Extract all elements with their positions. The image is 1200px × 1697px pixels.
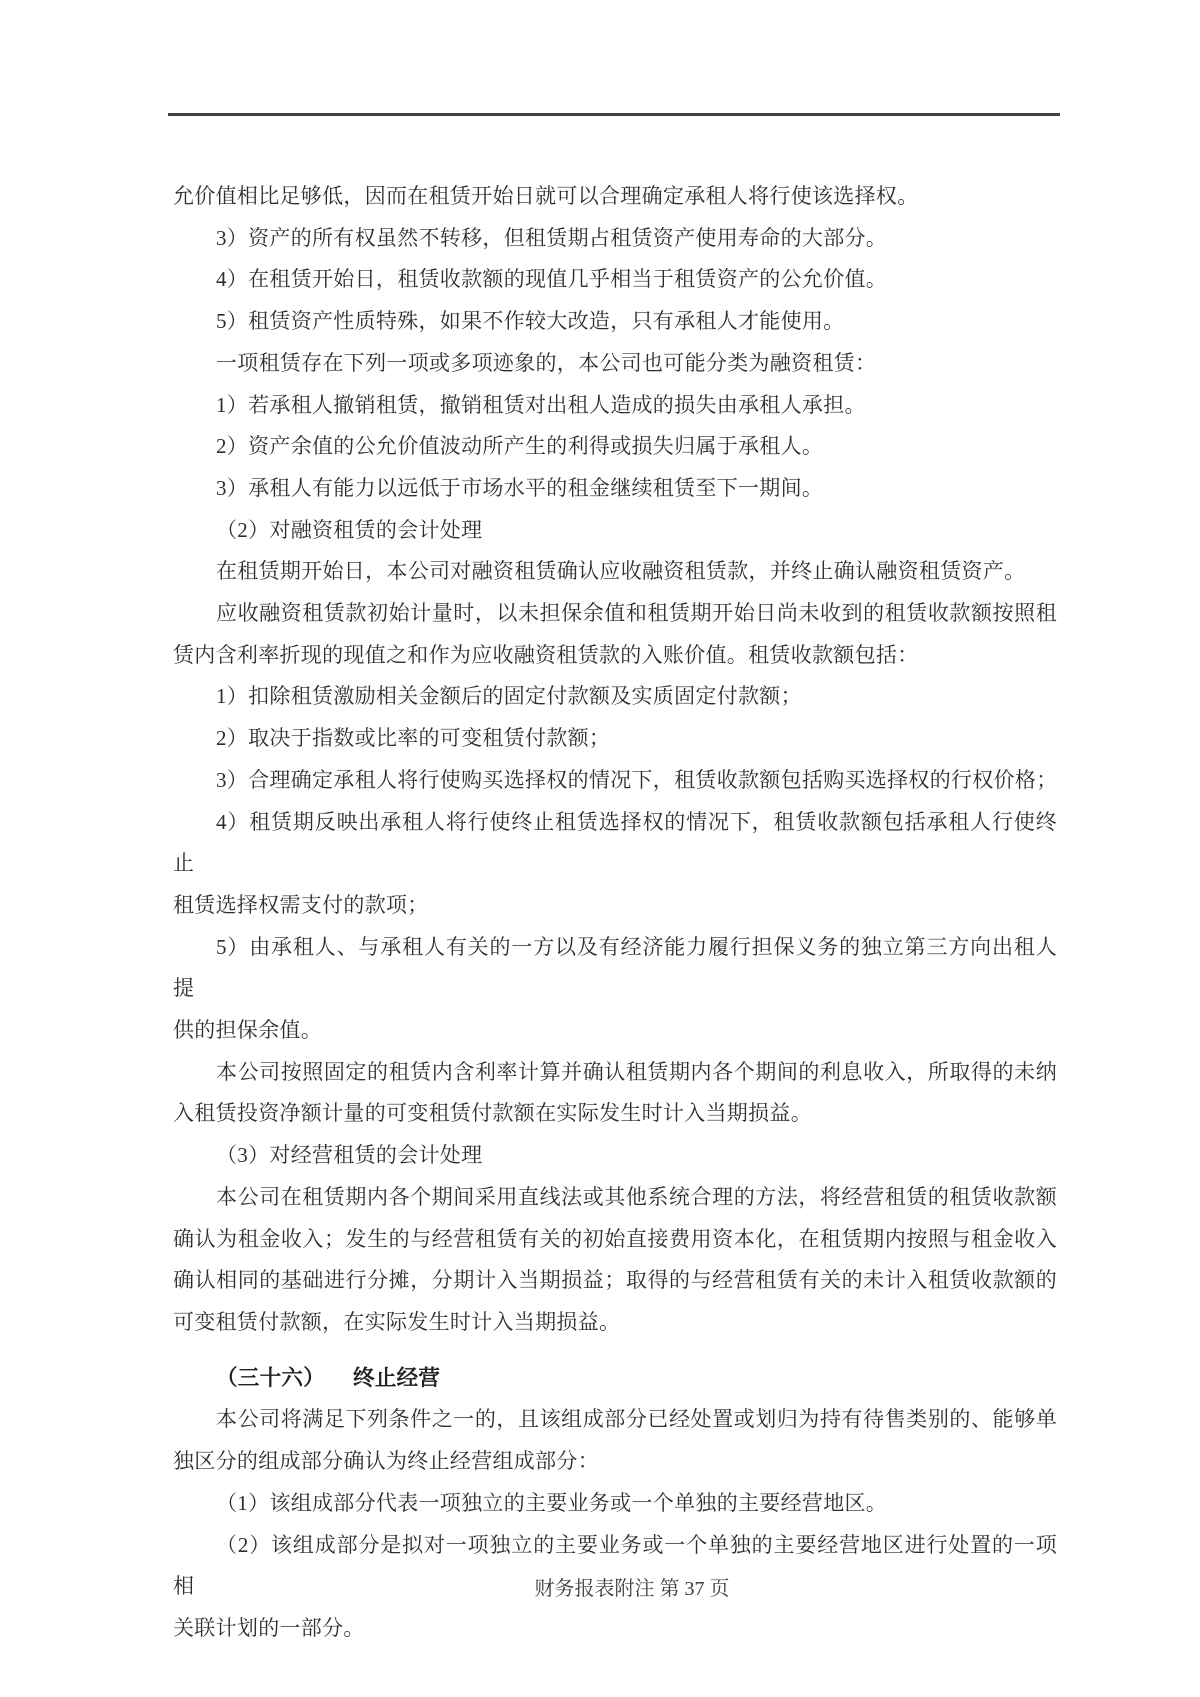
text-line: （2）该组成部分是拟对一项独立的主要业务或一个单独的主要经营地区进行处置的一项相 (173, 1532, 1057, 1599)
section-number: （三十六） (216, 1365, 326, 1390)
header-rule (168, 113, 1060, 116)
text-line: 本公司按照固定的租赁内含利率计算并确认租赁期内各个期间的利息收入，所取得的未纳 (216, 1059, 1057, 1084)
footer-text: 财务报表附注 第 37 页 (534, 1578, 730, 1600)
text-line: 确认相同的基础进行分摊，分期计入当期损益；取得的与经营租赁有关的未计入租赁收款额的 (173, 1268, 1057, 1293)
text-line: 3）承租人有能力以远低于市场水平的租金继续租赁至下一期间。 (216, 475, 824, 500)
text-line: （1）该组成部分代表一项独立的主要业务或一个单独的主要经营地区。 (216, 1490, 888, 1515)
text-line: 2）取决于指数或比率的可变租赁付款额； (216, 726, 611, 751)
text-line: 5）由承租人、与承租人有关的一方以及有经济能力履行担保义务的独立第三方向出租人提 (173, 934, 1057, 1001)
text-line: 租赁选择权需支付的款项； (173, 892, 429, 917)
page-content (173, 176, 1057, 1650)
section-title: 终止经营 (353, 1365, 441, 1390)
text-line: 入租赁投资净额计量的可变租赁付款额在实际发生时计入当期损益。 (173, 1101, 812, 1126)
text-line: 3）资产的所有权虽然不转移，但租赁期占租赁资产使用寿命的大部分。 (216, 225, 888, 250)
text-line: 一项租赁存在下列一项或多项迹象的，本公司也可能分类为融资租赁： (216, 350, 877, 375)
text-line: 5）租赁资产性质特殊，如果不作较大改造，只有承租人才能使用。 (216, 309, 845, 334)
page-footer (535, 1572, 730, 1601)
text-line: 应收融资租赁款初始计量时，以未担保余值和租赁期开始日尚未收到的租赁收款额按照租 (216, 601, 1057, 626)
text-line: 在租赁期开始日，本公司对融资租赁确认应收融资租赁款，并终止确认融资租赁资产。 (216, 559, 1026, 584)
text-line: 2）资产余值的公允价值波动所产生的利得或损失归属于承租人。 (216, 434, 824, 459)
text-line: 可变租赁付款额，在实际发生时计入当期损益。 (173, 1309, 621, 1334)
text-line: 本公司在租赁期内各个期间采用直线法或其他系统合理的方法，将经营租赁的租赁收款额 (216, 1184, 1057, 1209)
text-line: 赁内含利率折现的现值之和作为应收融资租赁款的入账价值。租赁收款额包括： (173, 642, 919, 667)
text-line: 本公司将满足下列条件之一的，且该组成部分已经处置或划归为持有待售类别的、能够单 (216, 1407, 1057, 1432)
text-line: 关联计划的一部分。 (173, 1615, 365, 1640)
text-line: 允价值相比足够低，因而在租赁开始日就可以合理确定承租人将行使该选择权。 (173, 184, 919, 208)
text-line: （2）对融资租赁的会计处理 (216, 517, 483, 542)
section-heading (173, 1358, 1057, 1400)
text-line: 供的担保余值。 (173, 1018, 323, 1043)
text-line: 独区分的组成部分确认为终止经营组成部分： (173, 1449, 599, 1474)
text-line: 1）扣除租赁激励相关金额后的固定付款额及实质固定付款额； (216, 684, 802, 709)
text-line: 4）租赁期反映出承租人将行使终止租赁选择权的情况下，租赁收款额包括承租人行使终止 (173, 809, 1057, 876)
text-line: 确认为租金收入；发生的与经营租赁有关的初始直接费用资本化，在租赁期内按照与租金收入 (173, 1226, 1057, 1251)
text-line: （3）对经营租赁的会计处理 (216, 1143, 483, 1168)
text-line: 3）合理确定承租人将行使购买选择权的情况下，租赁收款额包括购买选择权的行权价格； (216, 767, 1058, 792)
text-line: 4）在租赁开始日，租赁收款额的现值几乎相当于租赁资产的公允价值。 (216, 267, 888, 292)
text-line: 1）若承租人撤销租赁，撤销租赁对出租人造成的损失由承租人承担。 (216, 392, 866, 417)
